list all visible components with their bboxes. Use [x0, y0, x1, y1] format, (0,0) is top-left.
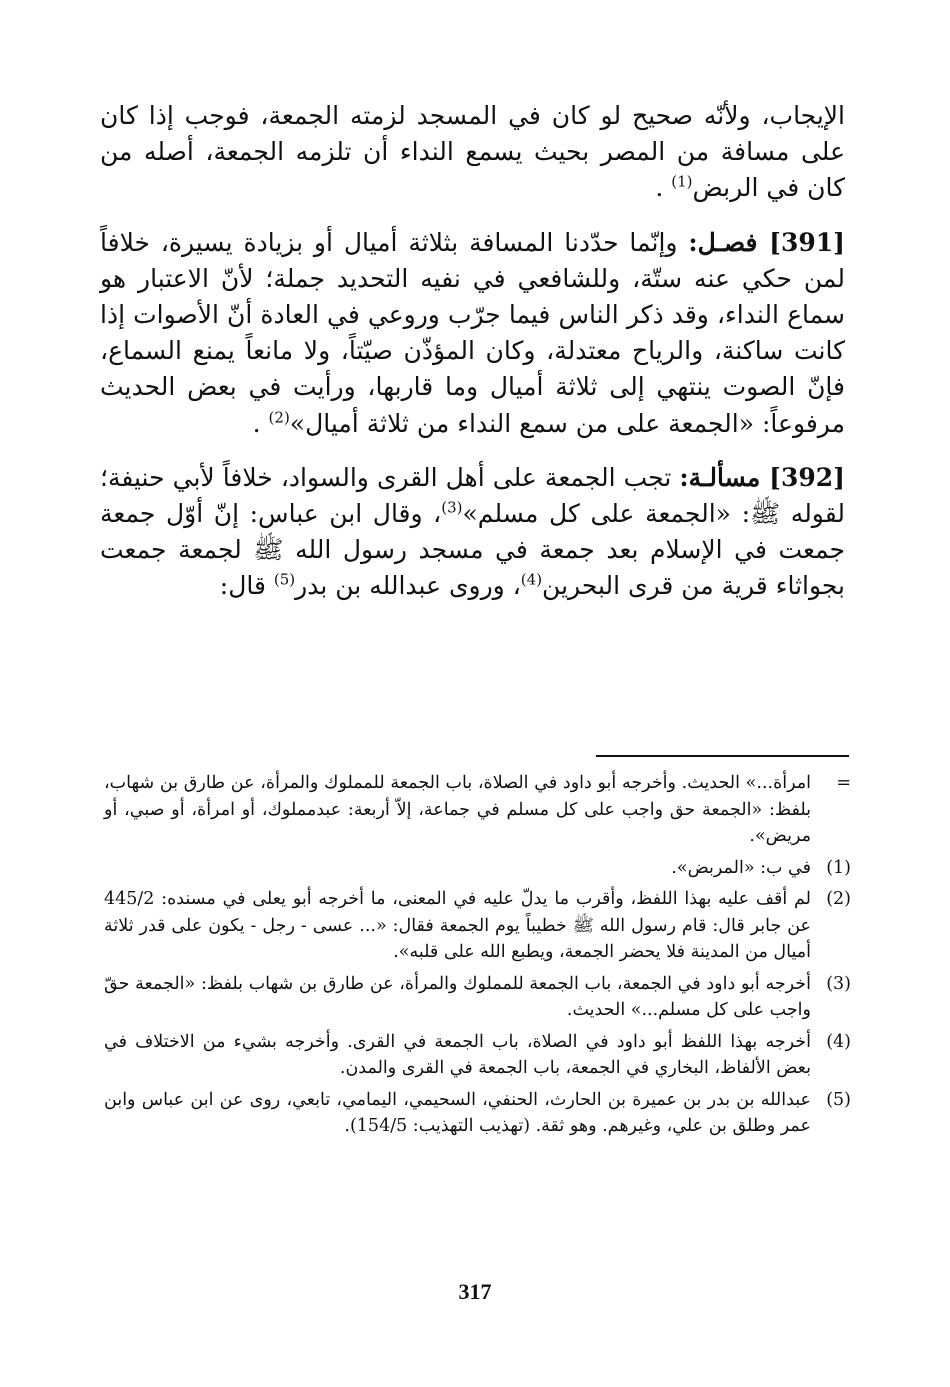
- paragraph-2-text: وإنّما حدّدنا المسافة بثلاثة أميال أو بزيادة يسيرة، خلافاً لمن حكي عنه ستّة، وللشافعي في نفيه التحديد جملة؛ لأنّ الاعتبار هو سماع النداء، وقد ذكر الناس فيما جرّب وروعي في العادة أنّ الأصوات إذا كانت ساكنة، والرياح معتدلة، وكان المؤذّن صيّتاً، ولا مانعاً يمنع السماع، فإنّ الصوت ينتهي إلى ثلاثة أميال وما قاربها، ورأيت في بعض الحديث مرفوعاً: «الجمعة على من سمع النداء من ثلاثة أميال»: [100, 227, 845, 438]
- footnote-text: في ب: «المربض».: [671, 857, 811, 878]
- footnote-ref-5: (5): [273, 571, 296, 590]
- footnote-marker: =: [836, 773, 851, 793]
- paragraph-2-end: .: [252, 408, 261, 438]
- footnote-number: (5): [826, 1089, 851, 1110]
- footnote-2: [104, 886, 851, 966]
- footnote-5: [104, 1087, 851, 1140]
- footnote-text: أخرجه بهذا اللفظ أبو داود في الصلاة، باب الجمعة في القرى. وأخرجه بشيء من الاختلاف في بعض الألفاظ، البخاري في الجمعة، باب الجمعة في القرى والمدن.: [104, 1031, 811, 1078]
- footnote-number: (3): [826, 973, 851, 994]
- footnote-number: (2): [826, 889, 851, 909]
- section-label-391: [391] فصـل:: [688, 227, 845, 257]
- footnote-text: امرأة...» الحديث. وأخرجه أبو داود في الصلاة، باب الجمعة للمملوك والمرأة، عن طارق بن شهاب، بلفظ: «الجمعة حق واجب على كل مسلم في جماعة، إلاّ أربعة: عبدمملوك، أو امرأة، أو صبي، أو مريض».: [104, 773, 811, 846]
- paragraph-2: [100, 225, 845, 442]
- footnote-ref-2: (2): [268, 408, 290, 427]
- footnote-separator: [596, 755, 849, 757]
- paragraph-3-text-a: تجب الجمعة على أهل القرى والسواد، خلافاً لأبي حنيفة؛ لقوله ﷺ: «الجمعة على كل مسلم»: [100, 462, 845, 529]
- paragraph-3-text-b: ، وقال ابن عباس: إنّ أوّل جمعة جمعت في الإسلام بعد جمعة في مسجد رسول الله ﷺ لجمعة جمعت بجواثاء قرية من قرى البحرين: [100, 499, 845, 601]
- main-text: [100, 98, 845, 605]
- footnote-ref-4: (4): [520, 571, 543, 590]
- footnote-1: [104, 855, 851, 882]
- footnote-text: أخرجه أبو داود في الجمعة، باب الجمعة للمملوك والمرأة، عن طارق بن شهاب بلفظ: «الجمعة حقّ واجب على كل مسلم...» الحديث.: [104, 973, 811, 1020]
- paragraph-3-text-d: قال:: [219, 571, 274, 601]
- paragraph-1-text: الإيجاب، ولأنّه صحيح لو كان في المسجد لزمته الجمعة، فوجب إذا كان على مسافة من المصر بحيث يسمع النداء أن تلزمه الجمعة، أصله من كان في الربض: [100, 101, 845, 203]
- section-label-392: [392] مسألـة:: [679, 462, 845, 492]
- footnote-4: [104, 1029, 851, 1082]
- paragraph-1: [100, 98, 845, 207]
- paragraph-3: [100, 460, 845, 605]
- paragraph-1-end: .: [655, 173, 664, 203]
- footnote-continued: [104, 770, 851, 850]
- footnotes: [104, 770, 851, 1145]
- footnote-number: (4): [826, 1031, 851, 1052]
- page-number: 317: [458, 1279, 492, 1304]
- footnote-ref-3: (3): [441, 498, 463, 517]
- footnote-text: عبدالله بن بدر بن عميرة بن الحارث، الحنفي، السحيمي، اليمامي، تابعي، روى عن ابن عباس وابن عمر وطلق بن علي، وغيرهم. وهو ثقة. (تهذيب التهذيب: 154/5).: [104, 1089, 811, 1136]
- paragraph-3-text-c: ، وروى عبدالله بن بدر: [295, 571, 521, 601]
- footnote-ref-1: (1): [671, 173, 693, 192]
- footnote-text: لم أقف عليه بهذا اللفظ، وأقرب ما يدلّ عليه في المعنى، ما أخرجه أبو يعلى في مسنده: 445/2 عن جابر قال: قام رسول الله ﷺ خطيباً يوم الجمعة فقال: «... عسى - رجل - يكون على قدر ثلاثة أميال من المدينة فلا يحضر الجمعة، ويطبع الله على قلبه».: [104, 889, 811, 962]
- footnote-number: (1): [826, 857, 851, 878]
- footnote-3: [104, 971, 851, 1024]
